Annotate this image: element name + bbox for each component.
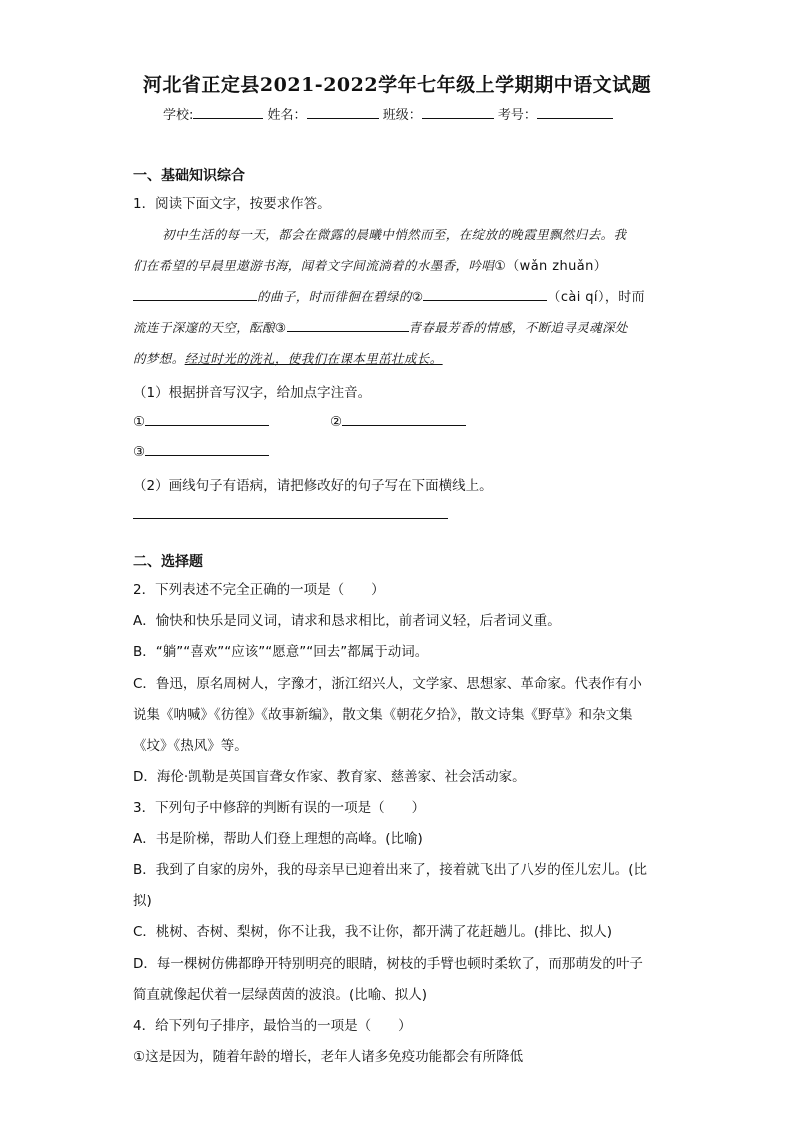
sub2-answer-line[interactable] [133, 518, 448, 519]
pinyin-2: （cài qí），时而 [547, 290, 646, 305]
passage-line-3-text: 的曲子，时而徘徊在碧绿的 [257, 289, 412, 304]
class-blank[interactable] [422, 106, 494, 119]
q2-option-c-line-2[interactable]: 说集《呐喊》《彷徨》《故事新编》，散文集《朝花夕拾》，散文诗集《野草》和杂文集 [133, 707, 633, 723]
section-1-heading: 一、基础知识综合 [133, 168, 245, 184]
passage-line-2-text: 们在希望的早晨里遨游书海，闻着文字间流淌着的水墨香，吟唱 [133, 258, 495, 273]
q1-sub1: （1）根据拼音写汉字，给加点字注音。 [133, 385, 372, 401]
name-label: 姓名： [267, 108, 307, 123]
q4-stem: 4．给下列句子排序，最恰当的一项是（ ） [133, 1018, 412, 1034]
answer-blank-3[interactable] [287, 318, 409, 332]
q3-option-b-line-1[interactable]: B．我到了自家的房外，我的母亲早已迎着出来了，接着就飞出了八岁的侄儿宏儿。(比 [133, 862, 648, 878]
underlined-sentence: 经过时光的洗礼，使我们在课本里茁壮成长。 [184, 351, 443, 366]
passage-line-5-text: 的梦想。 [133, 351, 185, 366]
q3-stem: 3．下列句子中修辞的判断有误的一项是（ ） [133, 800, 426, 816]
q3-option-c[interactable]: C．桃树、杏树、梨树，你不让我，我不让你，都开满了花赶趟儿。(排比、拟人) [133, 924, 612, 940]
passage-line-4 [133, 318, 628, 336]
q3-option-d-line-2[interactable]: 简直就像起伏着一层绿茵茵的波浪。(比喻、拟人) [133, 987, 428, 1003]
school-label: 学校: [163, 108, 194, 123]
answer-row-3 [133, 442, 269, 460]
q3-option-a[interactable]: A．书是阶梯，帮助人们登上理想的高峰。(比喻) [133, 831, 423, 847]
q2-option-c-line-1[interactable]: C．鲁迅，原名周树人，字豫才，浙江绍兴人，文学家、思想家、革命家。代表作有小 [133, 676, 642, 692]
student-info-line [163, 104, 613, 123]
q1-sub2: （2）画线句子有语病，请把修改好的句子写在下面横线上。 [133, 478, 493, 494]
marker-label-2: ② [330, 414, 343, 430]
exam-title: 河北省正定县2021-2022学年七年级上学期期中语文试题 [142, 74, 652, 96]
number-blank[interactable] [537, 106, 613, 119]
sub1-blank-2[interactable] [342, 412, 466, 426]
number-label: 考号： [497, 108, 537, 123]
q3-option-b-line-2[interactable]: 拟) [133, 893, 152, 909]
passage-line-1: 初中生活的每一天，都会在微露的晨曦中悄然而至，在绽放的晚霞里飘然归去。我 [162, 227, 627, 242]
q4-sentence-1: ①这是因为，随着年龄的增长，老年人诸多免疫功能都会有所降低 [133, 1049, 524, 1065]
q2-option-b[interactable]: B．“躺”“喜欢”“应该”“愿意”“回去”都属于动词。 [133, 644, 429, 660]
q2-option-d[interactable]: D．海伦·凯勒是英国盲聋女作家、教育家、慈善家、社会活动家。 [133, 769, 526, 785]
q2-option-a[interactable]: A．愉快和快乐是同义词，请求和恳求相比，前者词义轻，后者词义重。 [133, 613, 561, 629]
school-blank[interactable] [193, 106, 263, 119]
name-blank[interactable] [307, 106, 379, 119]
passage-line-4-text: 流连于深邃的天空，酝酿 [133, 320, 275, 335]
marker-2: ② [411, 289, 424, 304]
q2-option-c-line-3[interactable]: 《坟》《热风》等。 [133, 738, 248, 754]
answer-blank-2[interactable] [423, 287, 547, 301]
marker-label-3: ③ [133, 444, 146, 460]
passage-line-5 [133, 349, 443, 367]
q2-stem: 2．下列表述不完全正确的一项是（ ） [133, 582, 385, 598]
passage-line-2 [133, 255, 607, 274]
answer-row-2 [330, 412, 466, 430]
answer-blank-1[interactable] [133, 287, 257, 301]
sub1-blank-1[interactable] [145, 412, 269, 426]
answer-row-1-2 [133, 412, 269, 430]
q3-option-d-line-1[interactable]: D．每一棵树仿佛都睁开特别明亮的眼睛，树枝的手臂也顿时柔软了，而那萌发的叶子 [133, 956, 643, 972]
passage-line-3 [133, 286, 645, 305]
q1-stem: 1．阅读下面文字，按要求作答。 [133, 196, 331, 212]
sub1-blank-3[interactable] [145, 442, 269, 456]
passage-line-4-end: 青春最芳香的情感，不断追寻灵魂深处 [408, 320, 628, 335]
pinyin-1: ①（wǎn zhuǎn） [494, 259, 608, 274]
class-label: 班级： [382, 108, 422, 123]
marker-3: ③ [274, 320, 287, 335]
section-2-heading: 二、选择题 [133, 554, 203, 570]
marker-label-1: ① [133, 414, 146, 430]
